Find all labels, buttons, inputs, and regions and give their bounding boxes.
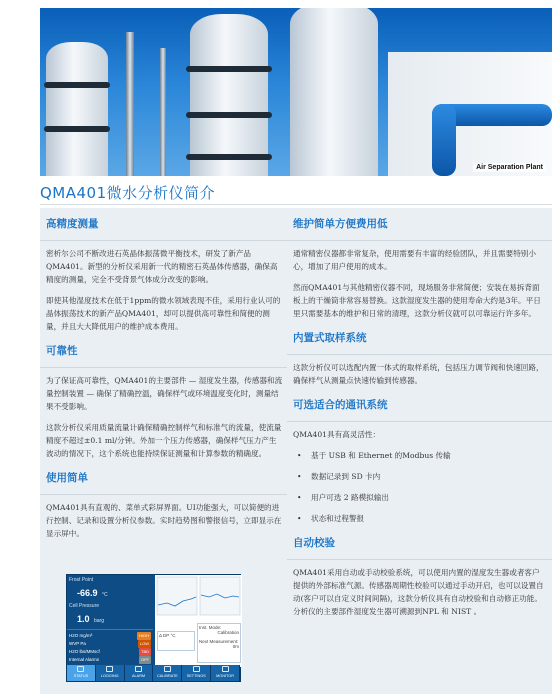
- paragraph: 即使其他湿度技术在低于1ppm的微水领域表现不佳，采用行业认可的晶体振荡技术的新产品QMA401，却可以提供高可靠性和简便的测量，并且大大降低用户的维护成本费用。: [46, 296, 281, 331]
- section-heading-reliability: 可靠性: [46, 345, 78, 357]
- tank-ring: [186, 112, 272, 118]
- paragraph: 密析尔公司不断改进石英晶体振荡微平衡技术，研发了新产品QMA401。新型的分析仪采用新一代的精密石英晶体传感器，确保高精度的测量，完全不受背景气体成分改变的影响。: [46, 249, 278, 284]
- section-header: [40, 214, 290, 241]
- status-icon: [77, 666, 84, 672]
- paragraph: QMA401具有直观的、菜单式彩屏界面。UI功能强大，可以简便的进行控制、记录和设置分析仪参数。实时趋势图和警报信号，立即显示在显示屏中。: [46, 503, 282, 538]
- feature-list: [295, 449, 546, 525]
- section-heading-maintenance: 维护简单方便费用低: [293, 218, 388, 230]
- storage-tank: [46, 42, 108, 176]
- section-heading-sampling: 内置式取样系统: [293, 332, 367, 344]
- section-heading-communications: 可选适合的通讯系统: [293, 399, 388, 411]
- frost-point-unit: °C: [101, 592, 108, 598]
- device-trend-panel: [155, 575, 242, 667]
- tank-ring: [44, 82, 110, 88]
- device-reading-row: [67, 632, 153, 640]
- tab-label: ALARM: [132, 674, 146, 678]
- blue-pipe: [432, 104, 456, 176]
- monitor-icon: [222, 666, 229, 672]
- paragraph: 为了保证高可靠性，QMA401的主要部件 — 湿度发生器，传感器和流量控制装置 — 确保了精确控温，确保样气或环境温度变化时，测量结果不受影响。: [46, 376, 283, 411]
- device-readings-panel: [67, 575, 153, 667]
- tab-logging[interactable]: [96, 665, 125, 681]
- tab-label: LOGGING: [100, 674, 119, 678]
- trend-chart-graphic: [155, 575, 242, 621]
- section-heading-precision: 高精度测量: [46, 218, 99, 230]
- section-heading-ease-of-use: 使用简单: [46, 472, 88, 484]
- device-reading-row: [67, 656, 153, 664]
- paragraph: 这款分析仪可以选配内置一体式的取样系统，包括压力调节阀和快速回路，确保样气从测量点快速传输到传感器。: [293, 363, 544, 385]
- status-badge: TBD: [141, 649, 149, 654]
- list-item: • 数据记录到 SD 卡内: [295, 470, 546, 483]
- gear-icon: [193, 666, 200, 672]
- mode-label: Inst. Mode:: [199, 625, 222, 630]
- tank-ring: [44, 126, 110, 132]
- page-title: QMA401微水分析仪简介: [40, 184, 216, 202]
- section-header: [287, 533, 552, 560]
- delta-dp-readout: Δ DP °C: [157, 631, 195, 651]
- section-header: [287, 328, 552, 355]
- reading-label: WVP Pa: [69, 641, 86, 646]
- tank-ring: [186, 66, 272, 72]
- list-item: • 用户可选 2 路模拟输出: [295, 491, 546, 504]
- cell-pressure-label: Cell Pressure: [69, 603, 100, 609]
- reading-label: Internal Alarms: [69, 657, 100, 662]
- tab-label: CALIBRATE: [156, 674, 178, 678]
- next-measurement-label: Next Measurement:: [199, 639, 239, 644]
- section-header: [40, 341, 290, 368]
- cell-pressure-readout: [67, 609, 153, 630]
- frost-point-readout: [67, 583, 153, 601]
- cell-pressure-value: 1.0: [77, 614, 90, 624]
- device-reading-row: [67, 640, 153, 648]
- next-measurement-value: 0m: [232, 644, 239, 649]
- list-item: • 基于 USB 和 Ethernet 的Modbus 传输: [295, 449, 546, 462]
- paragraph: QMA401采用自动或手动校验系统，可以使用内置的湿度发生器或者客户提供的外部标准气源。传感器周期性校验可以通过手动开启，也可以设置自动(客户可以自定义时间间隔)，这款分析仪具有自动校验和自动修正功能。分析仪的主要部件湿度发生器可溯源到NPL 和 NIST 。: [293, 568, 544, 616]
- hero-photo: [40, 8, 552, 176]
- frost-point-label: Frost Point: [69, 577, 94, 583]
- device-screen-image: [66, 574, 241, 682]
- list-item: • 状态和过程警报: [295, 512, 546, 525]
- status-badge: OFF: [141, 657, 149, 662]
- status-badge: LOW: [139, 641, 149, 646]
- title-divider: [40, 204, 552, 205]
- reading-label: H2O mg/m³: [69, 633, 93, 638]
- section-header: [287, 395, 552, 422]
- paragraph: QMA401具有高灵活性：: [293, 430, 381, 439]
- tab-alarm[interactable]: [125, 665, 154, 681]
- reading-label: H2O lbs/MMscf: [69, 649, 100, 654]
- calibrate-icon: [164, 666, 171, 672]
- tank-ring: [186, 154, 272, 160]
- section-header: [40, 468, 290, 495]
- vertical-pipe: [160, 48, 166, 176]
- device-reading-row: [67, 648, 153, 656]
- storage-tank: [190, 14, 268, 176]
- instrument-mode-panel: [197, 623, 241, 663]
- paragraph: 然而QMA401与其他精密仪器不同，现场服务非常简便；安装在易拆背面板上的干燥筒非常容易替换。这款湿度发生器的使用寿命大约是3年。平日里只需要基本的维护和日常的清理，这款分析仪就可以可靠运行许多年。: [293, 283, 541, 318]
- paragraph: 这款分析仪采用质量流量计确保精确控制样气和标准气的流量，使流量精度不超过±0.1 ml/分钟。外加一个压力传感器，确保样气压力产生波动的情况下，这个系统也能持续保证测量和计算参数的精确度。: [46, 423, 282, 458]
- bell-icon: [135, 666, 142, 672]
- frost-point-value: -66.9: [77, 588, 98, 598]
- status-badge: HIGH: [139, 633, 149, 638]
- tab-settings[interactable]: [182, 665, 211, 681]
- mode-value: Calibration: [217, 630, 239, 635]
- section-header: [287, 214, 552, 241]
- logging-icon: [106, 666, 113, 672]
- tab-status[interactable]: [67, 665, 96, 681]
- tab-label: SETTINGS: [186, 674, 206, 678]
- tab-label: MONITOR: [216, 674, 234, 678]
- paragraph: 通常精密仪器都非常复杂，使用需要有丰富的经验团队，并且需要特别小心，增加了用户使用的成本。: [293, 249, 536, 271]
- tab-monitor[interactable]: [211, 665, 240, 681]
- storage-tank: [290, 8, 378, 176]
- device-tab-bar: [67, 665, 240, 681]
- tab-label: STATUS: [73, 674, 89, 678]
- section-heading-calibration: 自动校验: [293, 537, 335, 549]
- tab-calibrate[interactable]: [153, 665, 182, 681]
- hero-caption: Air Separation Plant: [473, 163, 546, 172]
- right-column: [287, 208, 552, 694]
- vertical-pipe: [126, 32, 134, 176]
- cell-pressure-unit: barg: [93, 618, 104, 624]
